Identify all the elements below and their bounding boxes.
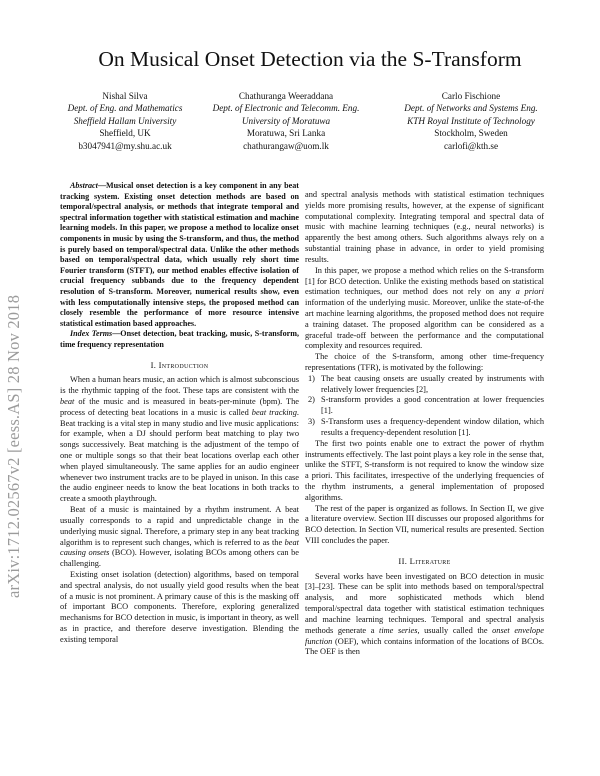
index-terms-label: Index Terms [70,329,113,339]
paper-title: On Musical Onset Detection via the S-Transform [98,47,522,71]
author-block-1 [50,90,200,152]
index-terms-text: —Onset detection, beat tracking, music, S-transform, time frequency representation [60,329,300,349]
author-email: carlofi@kth.se [443,140,499,151]
list-item-text: S-transform provides a good concentration at lower frequencies [1]. [321,395,544,416]
list-number: 3) [308,417,315,427]
text-run: When a human hears music, an action which is almost subconscious is the rhythmic tapping of the foot. These taps are consistent with the [60,375,299,396]
emphasis-text: a priori [515,287,544,297]
list-item [305,417,544,439]
intro-paragraph-6: The choice of the S-transform, among other time-frequency representations (TFR), is motivated by the following: [305,352,544,372]
author-institution: Sheffield Hallam University [73,115,177,126]
arxiv-identifier-stamp: arXiv:1712.02567v2 [eess.AS] 28 Nov 2018 [4,294,23,598]
author-block-2 [196,90,376,152]
intro-paragraph-1 [60,375,299,505]
intro-paragraph-8: The rest of the paper is organized as follows. In Section II, we give a literature overview. Section III discusses our proposed algorithms for BCO detection. In Section VII, numerical results are presented. Section VIII concludes the paper. [305,503,544,545]
text-run: of the music and is measured in beats-per-minute (bpm). The process of detecting beat locations in a music is called [60,396,299,417]
author-block-3 [376,90,566,152]
author-name: Carlo Fischione [441,91,501,101]
abstract-label: Abstract [70,181,98,190]
text-run: Several works have been investigated on BCO detection in music [3]–[23]. These can be split into methods based on temporal/spectral analysis, and more sophisticated methods which blend temporal/spectral data together with statistical estimation techniques and machine learning techniques. Temporal and spectral analysis methods generate a [305,571,544,635]
emphasis-text: beat [60,396,75,406]
left-column [60,181,299,646]
author-city: Sheffield, UK [99,128,151,139]
motivation-list [305,374,544,439]
literature-paragraph-1 [305,572,544,659]
intro-paragraph-2 [60,505,299,570]
author-city: Stockholm, Sweden [434,128,508,139]
section-heading-introduction: I. Introduction [150,359,209,370]
author-email: chathurangaw@uom.lk [243,140,329,151]
list-item [305,374,544,396]
emphasis-text: onset envelope function [305,625,544,646]
text-run: In this paper, we propose a method which relies on the S-transform [1] for BCO detection. Unlike the existing methods based on statistical estimation techniques, our method does not rely on any [305,265,544,297]
abstract [60,181,299,329]
section-heading-literature: II. Literature [398,555,451,566]
text-run: (BCO). However, isolating BCOs among others can be challenging. [60,548,300,569]
text-run: (OEF), which contains information of the locations of BCOs. The OEF is then [305,636,544,657]
intro-paragraph-5 [305,266,544,353]
list-number: 1) [308,373,315,383]
text-run: , usually called the [417,625,493,635]
text-run: Beat of a music is maintained by a rhythm instrument. A beat usually corresponds to a rapid and unpredictable change in the underlying music signal. Therefore, a primary step in any beat tracking algorithm is to represent such changes, which is referred to as the [60,505,299,547]
author-city: Moratuwa, Sri Lanka [246,128,326,139]
author-department: Dept. of Networks and Systems Eng. [404,103,538,114]
text-run: . Beat tracking is a vital step in many studio and live music applications: for example, when a DJ should perform beat matching to play two songs successively. Beat matching is the adjustment of the tempo of one or multiple songs so that their beat locations overlap each other when played simultaneously. The same applies for an audio engineer whenever two instrument tracks are to be played in unison. In this case the audio engineer needs to know the beat locations in both tracks to create a smooth playthrough. [60,407,299,504]
list-item-text: S-Transform uses a frequency-dependent window dilation, which results a frequency-dependent resolution [1]. [321,417,544,437]
intro-paragraph-4: and spectral analysis methods with statistical estimation techniques yields more promising results, however, at the expense of significant computational complexity. Integrating temporal and spectral data of music with machine learning techniques (e.g., neural networks) is apparently the best among others. Such algorithms always rely on a substantial training phase in advance, in order to yield promising results. [305,190,544,264]
list-item-text: The beat causing onsets are usually created by instruments with relatively lower frequencies [2], [321,373,544,394]
text-run: information of the underlying music. Moreover, unlike the state-of-the art machine learning algorithms, the proposed method does not require a training dataset. The proposed algorithm can be considered as a graceful trade-off between the performance and the computational complexity and resources required. [305,298,544,351]
emphasis-text: beat tracking [251,407,297,417]
right-column [305,190,544,658]
author-department: Dept. of Electronic and Telecomm. Eng. [212,103,360,114]
intro-paragraph-3: Existing onset isolation (detection) algorithms, based on temporal and spectral analysis, do not usually yield good results when the beat of a music is not prominent. A primary cause of this is the masking off of important BCO components. Therefore, exploring generalized mechanisms for BCO detection in music, is important in theory, as well as in practice, and therefore deserve investigation. Blending the existing temporal [60,569,299,644]
list-number: 2) [308,395,315,405]
list-item [305,395,544,417]
author-name: Chathuranga Weeraddana [238,91,334,101]
author-institution: KTH Royal Institute of Technology [407,115,535,126]
author-email: b3047941@my.shu.ac.uk [78,140,172,151]
author-department: Dept. of Eng. and Mathematics [67,103,183,114]
emphasis-text: beat causing onsets [60,537,299,558]
index-terms [60,329,299,350]
author-institution: University of Moratuwa [241,115,331,126]
intro-paragraph-7: The first two points enable one to extract the power of rhythm instruments effectively. The last point plays a key role in the sense that, unlike the STFT, S-transform is not required to know the window size a priori. This facilitates, irrespective of the underlying frequencies of the rhythm instruments, a general implementation of proposed algorithms. [305,438,544,502]
abstract-text: —Musical onset detection is a key component in any beat tracking system. Existing onset detection methods are based on temporal/spectral analysis, or methods that integrate temporal and spectral information together with statistical estimation and machine learning models. In this paper, we propose a method to localize onset components in music by using the S-transform, and thus, the method is purely based on temporal/spectral data. Unlike the other methods based on temporal/spectral data, which usually rely short time Fourier transform (STFT), our method enables effective isolation of crucial frequency subbands due to the frequency dependent resolution of S-transform. Moreover, numerical results show, even with less computationally intensive steps, the proposed method can closely resemble the performance of more resource intensive statistical estimation based approaches. [60,181,299,328]
author-name: Nishal Silva [102,91,148,101]
emphasis-text: time series [379,625,418,635]
